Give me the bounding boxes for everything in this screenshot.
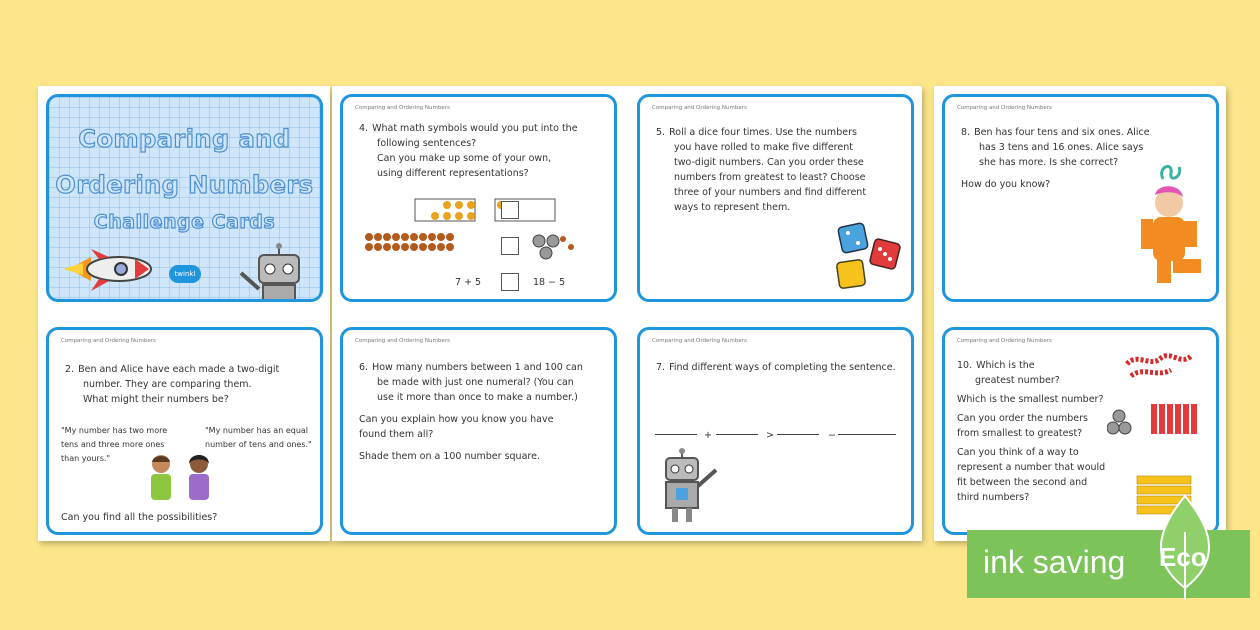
operator-plus: + <box>704 430 712 441</box>
expression-left: 7 + 5 <box>455 277 482 288</box>
question-line: use it more than once to make a number.) <box>377 392 578 403</box>
two-children-icon <box>141 452 221 508</box>
question-line: two-digit numbers. Can you order these <box>674 157 864 168</box>
question-line: number. They are comparing them. <box>83 379 252 390</box>
question-line: she has more. Is she correct? <box>979 157 1119 168</box>
challenge-card-4 <box>340 94 617 302</box>
quote-line: than yours." <box>61 454 111 463</box>
question-line: using different representations? <box>377 168 529 179</box>
answer-blank[interactable] <box>777 434 819 435</box>
card-header: Comparing and Ordering Numbers <box>355 105 450 111</box>
symbol-box[interactable] <box>501 273 519 291</box>
question-line: ways to represent them. <box>674 202 791 213</box>
question-line: you have rolled to make five different <box>674 142 853 153</box>
card-header: Comparing and Ordering Numbers <box>957 338 1052 344</box>
quote-line: "My number has two more <box>61 426 168 435</box>
question-line: Can you order the numbers <box>957 413 1088 424</box>
question-line: numbers from greatest to least? Choose <box>674 172 866 183</box>
question-line: Roll a dice four times. Use the numbers <box>669 127 857 138</box>
question-line: What might their numbers be? <box>83 394 229 405</box>
challenge-card-2 <box>46 327 323 535</box>
robot-icon <box>239 243 319 302</box>
question-number: 6. <box>359 362 369 373</box>
title-line-3: Challenge Cards <box>93 211 276 233</box>
answer-blank[interactable] <box>716 434 758 435</box>
ten-frame-counters-icon <box>357 197 607 287</box>
question-line: Ben has four tens and six ones. Alice <box>974 127 1150 138</box>
challenge-card-5 <box>637 94 914 302</box>
challenge-card-7 <box>637 327 914 535</box>
expression-right: 18 − 5 <box>533 277 566 288</box>
question-line: from smallest to greatest? <box>957 428 1083 439</box>
question-line: Which is the smallest number? <box>957 394 1104 405</box>
answer-blank[interactable] <box>655 434 697 435</box>
question-line: greatest number? <box>975 375 1060 386</box>
question-line: following sentences? <box>377 138 477 149</box>
question-number: 4. <box>359 123 369 134</box>
question-number: 8. <box>961 127 971 138</box>
question-number: 10. <box>957 360 973 371</box>
quote-line: "My number has an equal <box>205 426 309 435</box>
symbol-box[interactable] <box>501 201 519 219</box>
rocket-icon <box>61 247 161 297</box>
question-line: represent a number that would <box>957 462 1106 473</box>
question-line: three of your numbers and find different <box>674 187 867 198</box>
astronaut-girl-icon <box>1123 159 1213 289</box>
question-line: third numbers? <box>957 492 1030 503</box>
answer-blank[interactable] <box>838 434 896 435</box>
question-number: 2. <box>65 364 75 375</box>
question-line: Ben and Alice have each made a two-digit <box>78 364 280 375</box>
card-header: Comparing and Ordering Numbers <box>355 338 450 344</box>
card-header: Comparing and Ordering Numbers <box>652 338 747 344</box>
question-line: Find different ways of completing the sentence. <box>669 362 896 373</box>
question-line: fit between the second and <box>957 477 1088 488</box>
question-line: How do you know? <box>961 179 1051 190</box>
robot-icon <box>654 448 734 528</box>
question-line: Can you make up some of your own, <box>377 153 552 164</box>
dice-icon <box>832 219 912 299</box>
question-line: Shade them on a 100 number square. <box>359 451 540 462</box>
twinkl-logo: twinkl <box>169 265 201 283</box>
title-card <box>46 94 323 302</box>
question-line: What math symbols would you put into the <box>372 123 578 134</box>
question-line: Which is the <box>976 360 1035 371</box>
card-header: Comparing and Ordering Numbers <box>61 338 156 344</box>
card-header: Comparing and Ordering Numbers <box>957 105 1052 111</box>
question-line: has 3 tens and 16 ones. Alice says <box>979 142 1144 153</box>
question-number: 7. <box>656 362 666 373</box>
ink-saving-label: ink saving <box>983 544 1126 580</box>
question-line: Can you find all the possibilities? <box>61 512 218 523</box>
operator-greater: > <box>766 430 774 441</box>
eco-badge: Eco <box>1159 542 1207 572</box>
question-line: be made with just one numeral? (You can <box>377 377 574 388</box>
card-header: Comparing and Ordering Numbers <box>652 105 747 111</box>
question-number: 5. <box>656 127 666 138</box>
quote-line: number of tens and ones." <box>205 440 312 449</box>
challenge-card-6 <box>340 327 617 535</box>
operator-minus: − <box>828 430 836 441</box>
question-line: found them all? <box>359 429 434 440</box>
symbol-box[interactable] <box>501 237 519 255</box>
question-line: Can you think of a way to <box>957 447 1079 458</box>
challenge-card-8 <box>942 94 1219 302</box>
quote-line: tens and three more ones <box>61 440 165 449</box>
title-line-1: Comparing and <box>78 125 291 153</box>
question-line: Can you explain how you know you have <box>359 414 554 425</box>
question-line: How many numbers between 1 and 100 can <box>372 362 583 373</box>
title-line-2: Ordering Numbers <box>55 171 314 199</box>
